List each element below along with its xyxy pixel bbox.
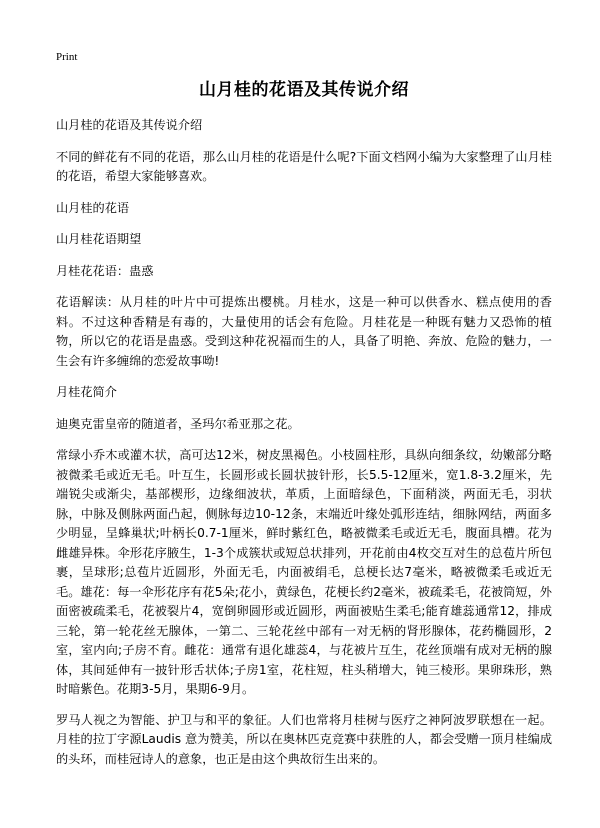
intro-paragraph: 不同的鲜花有不同的花语，那么山月桂的花语是什么呢?下面文档网小编为大家整理了山月桂的花语，希望大家能够喜欢。 <box>56 149 552 183</box>
dedication-line: 迪奥克雷皇帝的随道者，圣玛尔希亚那之花。 <box>56 416 300 431</box>
botanical-description: 常绿小乔木或灌木状，高可达12米，树皮黑褐色。小枝圆柱形，具纵向细条纹，幼嫩部分略被微柔毛或近无毛。叶互生，长圆形或长圆状披针形，长5.5-12厘米，宽1.8-3.2厘米，先端锐尖或渐尖，基部楔形，边缘细波状，革质，上面暗绿色，下面稍淡，两面无毛，羽状脉，中脉及侧脉两面凸起，侧脉每边10-12条，末端近叶缘处弧形连结，细脉网结，两面多少明显，呈蜂巢状;叶柄长0.7-1厘米，鲜时紫红色，略被微柔毛或近无毛，腹面具槽。花为雌雄异株。伞形花序腋生，1-3个成簇状或短总状排列，开花前由4枚交互对生的总苞片所包裹，呈球形;总苞片近圆形，外面无毛，内面被绢毛，总梗长达7毫米，略被微柔毛或近无毛。雄花：每一伞形花序有花5朵;花小，黄绿色，花梗长约2毫米，被疏柔毛，花被筒短，外面密被疏柔毛，花被裂片4，宽倒卵圆形或近圆形，两面被贴生柔毛;能育雄蕊通常12，排成三轮，第一轮花丝无腺体，一第二、三轮花丝中部有一对无柄的肾形腺体，花药椭圆形，2室，室内向;子房不育。雌花：通常有退化雄蕊4，与花被片互生，花丝顶端有成对无柄的腺体，其间延伸有一披针形舌状体;子房1室，花柱短，柱头稍增大，钝三棱形。果卵珠形，熟时暗紫色。花期3-5月，果期6-9月。 <box>56 448 552 696</box>
flower-language-explanation: 花语解读：从月桂的叶片中可提炼出樱桃。月桂水，这是一种可以供香水、糕点使用的香料。不过这种香精是有毒的，大量使用的话会有危险。月桂花是一种既有魅力又恐怖的植物，所以它的花语是蛊惑。受到这种花祝福而生的人，具备了明艳、奔放、危险的魅力，一生会有许多缠绵的恋爱故事呦! <box>56 295 552 368</box>
page-title: 山月桂的花语及其传说介绍 <box>199 80 409 100</box>
legend-paragraph: 罗马人视之为智能、护卫与和平的象征。人们也常将月桂树与医疗之神阿波罗联想在一起。月桂的拉丁字源Laudis 意为赞美，所以在奥林匹克竞赛中获胜的人，都会受赠一顶月桂编成的头环，而桂冠诗人的意象，也正是由这个典故衍生出来的。 <box>56 712 552 766</box>
flower-language-line: 月桂花花语：蛊惑 <box>56 263 154 278</box>
document-subtitle: 山月桂的花语及其传说介绍 <box>56 118 203 132</box>
section-heading-introduction: 月桂花简介 <box>56 385 117 399</box>
document-body <box>56 116 552 769</box>
section-heading-flower-language: 山月桂的花语 <box>56 200 130 215</box>
section-subheading-expectation: 山月桂花语期望 <box>56 232 142 246</box>
print-label[interactable]: Print <box>56 51 78 63</box>
